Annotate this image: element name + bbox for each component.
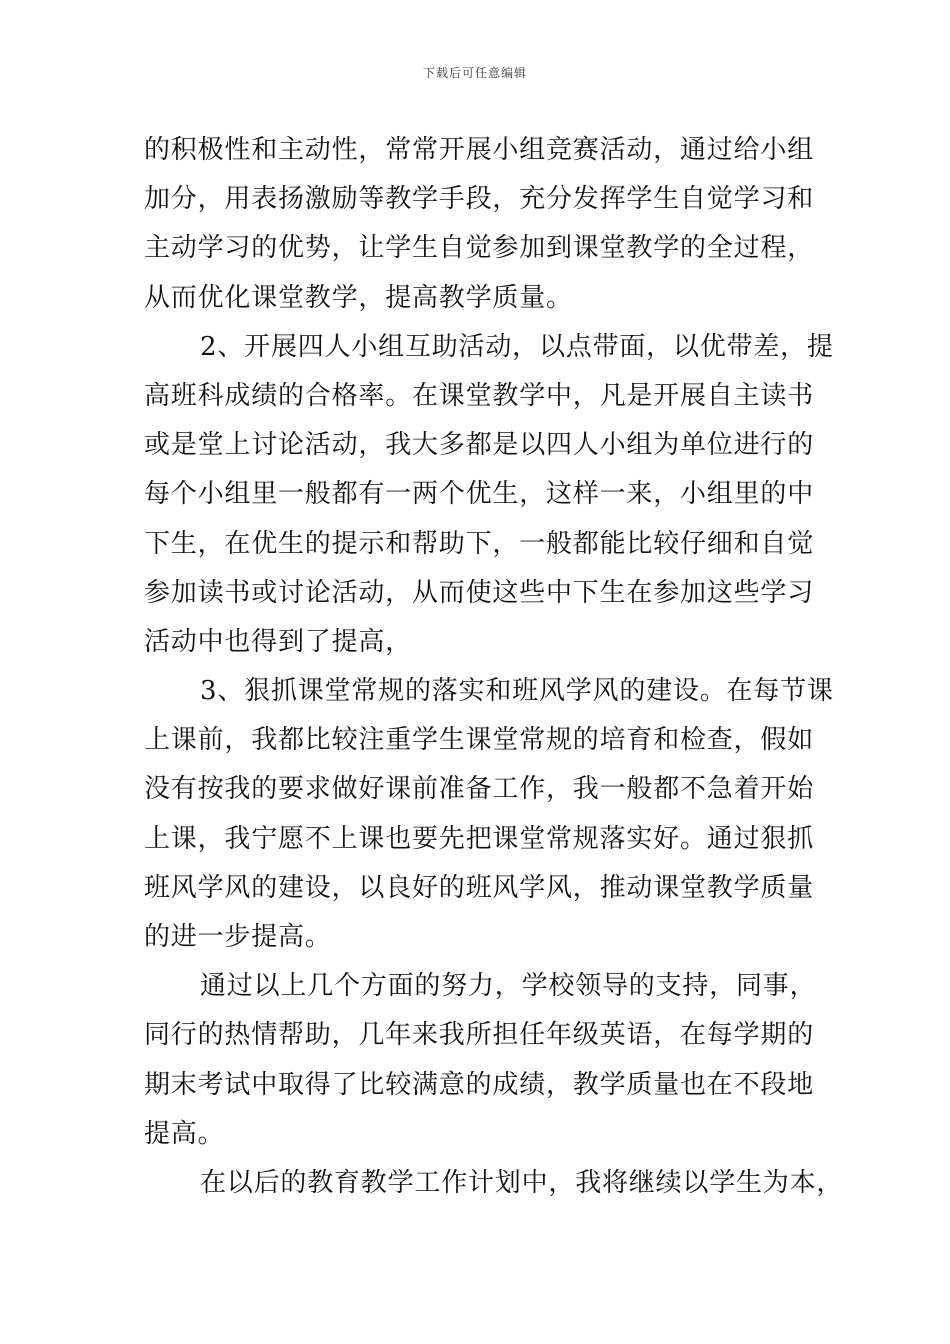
text-line: 上课前，我都比较注重学生课堂常规的培育和检查，假如 <box>144 725 815 756</box>
text-line: 没有按我的要求做好课前准备工作，我一般都不急着开始 <box>144 774 815 805</box>
text-line-paragraph-start: 通过以上几个方面的努力，学校领导的支持，同事， <box>200 971 817 1002</box>
text-line-paragraph-start: 2、开展四人小组互助活动，以点带面，以优带差，提 <box>200 331 834 362</box>
text-line: 上课，我宁愿不上课也要先把课堂常规落实好。通过狠抓 <box>144 823 815 854</box>
text-line: 同行的热情帮助，几年来我所担任年级英语，在每学期的 <box>144 1020 815 1051</box>
text-line: 活动中也得到了提高， <box>144 626 413 657</box>
text-line: 班风学风的建设，以良好的班风学风，推动课堂教学质量 <box>144 872 815 903</box>
text-line: 期末考试中取得了比较满意的成绩，教学质量也在不段地 <box>144 1069 815 1100</box>
text-line: 下生，在优生的提示和帮助下，一般都能比较仔细和自觉 <box>144 528 815 559</box>
document-body <box>144 126 844 1208</box>
text-line: 的积极性和主动性，常常开展小组竞赛活动，通过给小组 <box>144 135 815 165</box>
text-line: 高班科成绩的合格率。在课堂教学中，凡是开展自主读书 <box>144 380 815 411</box>
text-line: 的进一步提高。 <box>144 922 332 952</box>
text-line: 参加读书或讨论活动，从而使这些中下生在参加这些学习 <box>144 577 815 608</box>
text-line: 加分，用表扬激励等教学手段，充分发挥学生自觉学习和 <box>144 184 815 215</box>
text-line: 从而优化课堂教学，提高教学质量。 <box>144 282 573 313</box>
page-header-note: 下载后可任意编辑 <box>422 66 527 80</box>
text-line-paragraph-start: 3、狠抓课堂常规的落实和班风学风的建设。在每节课 <box>200 676 834 707</box>
text-line: 提高。 <box>144 1118 225 1149</box>
text-line: 或是堂上讨论活动，我大多都是以四人小组为单位进行的 <box>144 430 815 461</box>
text-line: 每个小组里一般都有一两个优生，这样一来，小组里的中 <box>144 479 815 510</box>
text-line: 主动学习的优势，让学生自觉参加到课堂教学的全过程， <box>144 233 815 264</box>
text-line-paragraph-start: 在以后的教育教学工作计划中，我将继续以学生为本， <box>200 1167 844 1198</box>
